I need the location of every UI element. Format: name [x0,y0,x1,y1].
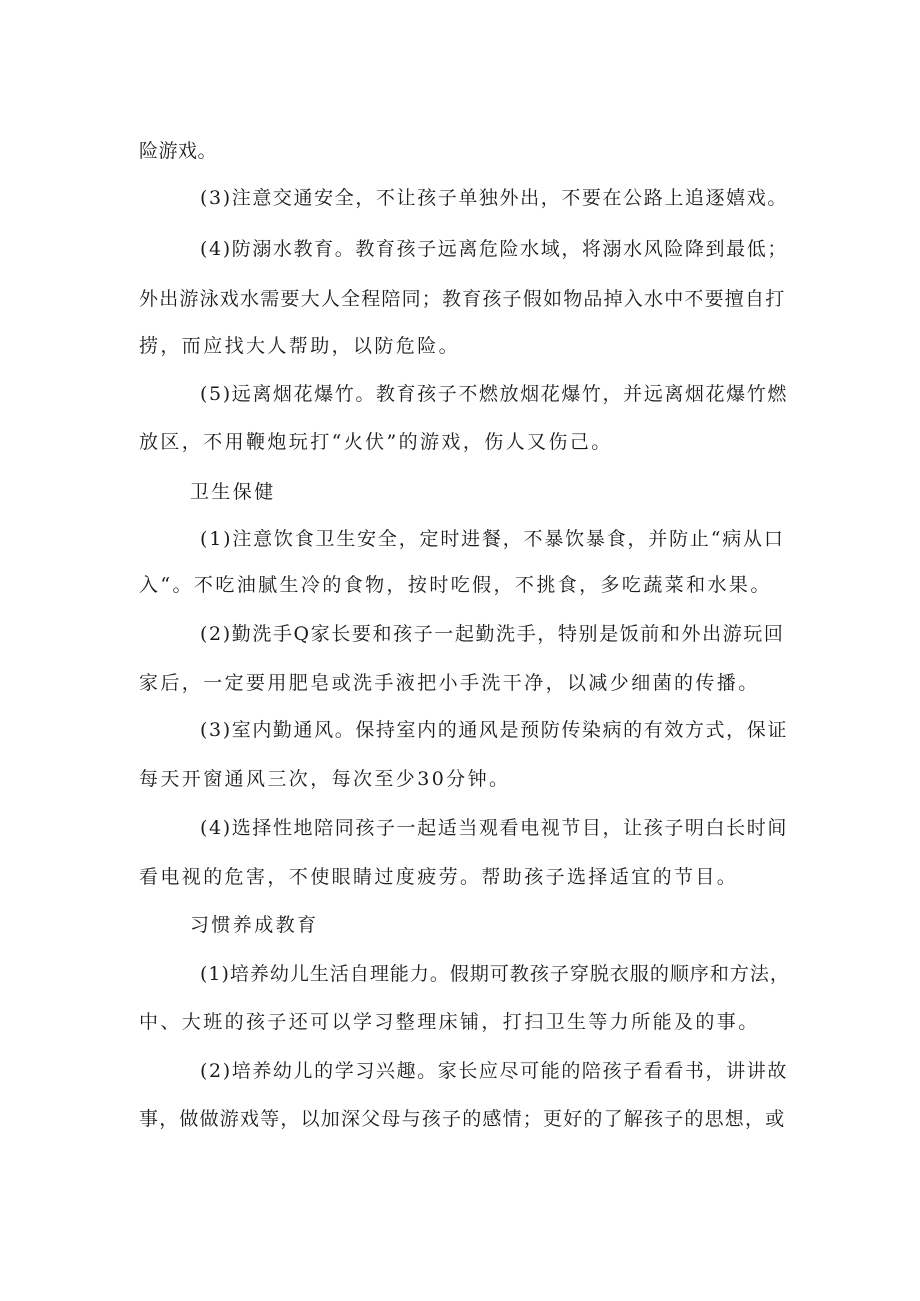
text-line: 中、大班的孩子还可以学习整理床铺，打扫卫生等力所能及的事。 [139,1011,760,1033]
text-line: (2)勤洗手Q家长要和孩子一起勤洗手，特别是饭前和外出游玩回 [200,623,785,645]
text-line: 每天开窗通风三次，每次至少30分钟。 [139,768,511,790]
section-heading: 习惯养成教育 [190,914,319,936]
text-line: (4)选择性地陪同孩子一起适当观看电视节目，让孩子明白长时间 [200,817,788,839]
text-line: (3)注意交通安全，不让孩子单独外出，不要在公路上追逐嬉戏。 [200,187,788,209]
text-line: (5)远离烟花爆竹。教育孩子不燃放烟花爆竹，并远离烟花爆竹燃 [200,383,788,405]
text-line: 看电视的危害，不使眼睛过度疲劳。帮助孩子选择适宜的节目。 [139,866,739,888]
text-line: 家后，一定要用肥皂或洗手液把小手洗干净，以减少细菌的传播。 [139,672,760,694]
text-line: 外出游泳戏水需要大人全程陪同；教育孩子假如物品掉入水中不要擅自打 [139,288,786,310]
text-line: 事，做做游戏等，以加深父母与孩子的感情；更好的了解孩子的思想，或 [139,1108,786,1130]
text-line: (1)培养幼儿生活自理能力。假期可教孩子穿脱衣服的顺序和方法， [200,963,790,985]
text-line: 险游戏。 [139,140,218,162]
text-line: (3)室内勤通风。保持室内的通风是预防传染病的有效方式，保证 [200,719,788,741]
text-line: 捞，而应找大人帮助，以防危险。 [139,335,461,357]
text-line: 入“。不吃油腻生冷的食物，按时吃假，不挑食，多吃蔬菜和水果。 [139,574,772,596]
section-heading: 卫生保健 [190,481,276,503]
text-line: (1)注意饮食卫生安全，定时进餐，不暴饮暴食，并防止“病从口 [200,528,785,550]
text-line: 放区，不用鞭炮玩打“火伏”的游戏，伤人又伤己。 [139,431,613,453]
text-line: (2)培养幼儿的学习兴趣。家长应尽可能的陪孩子看看书，讲讲故 [200,1060,788,1082]
text-line: (4)防溺水教育。教育孩子远离危险水域，将溺水风险降到最低； [200,238,788,260]
